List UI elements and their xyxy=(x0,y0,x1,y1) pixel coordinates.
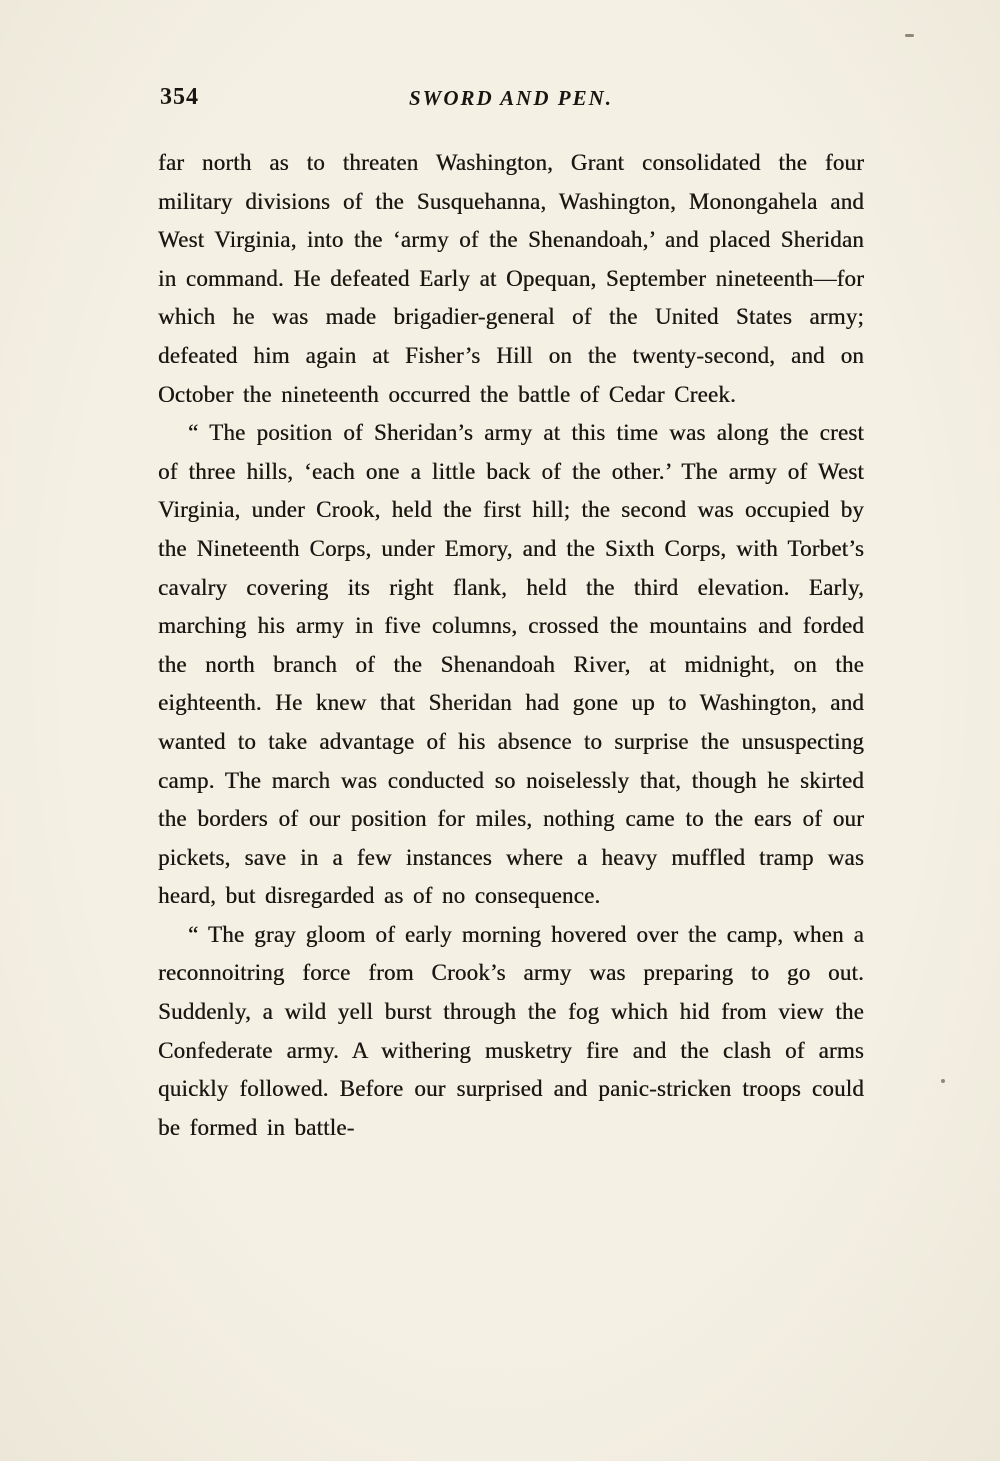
text-column xyxy=(158,82,864,1147)
page-number: 354 xyxy=(160,84,199,110)
paragraph: “ The gray gloom of early morning hovered over the camp, when a reconnoitring force from Crook’s army was preparing to go out. Suddenly, a wild yell burst through the fog which hid from view the Confederate army. A withering musketry fire and the clash of arms quickly followed. Before our surprised and panic-stricken troops could be formed in battle- xyxy=(158,921,864,1140)
paragraph: far north as to threaten Washington, Grant consolidated the four military divisions of the Susquehanna, Washington, Monongahela and West Virginia, into the ‘army of the Shenandoah,’ and placed Sheridan in command. He defeated Early at Opequan, September nineteenth—for which he was made brigadier-general of the United States army; defeated him again at Fisher’s Hill on the twenty-second, and on October the nineteenth occurred the battle of Cedar Creek. xyxy=(158,150,864,407)
running-title: SWORD AND PEN. xyxy=(409,86,613,110)
scan-artifact xyxy=(905,34,914,37)
page-header xyxy=(158,82,864,144)
page-body xyxy=(158,144,864,1147)
scan-artifact xyxy=(941,1079,945,1083)
paragraph: “ The position of Sheridan’s army at this time was along the crest of three hills, ‘each one a little back of the other.’ The army of West Virginia, under Crook, held the first hill; the second was occupied by the Nineteenth Corps, under Emory, and the Sixth Corps, with Torbet’s cavalry covering its right flank, held the third elevation. Early, marching his army in five columns, crossed the mountains and forded the north branch of the Shenandoah River, at midnight, on the eighteenth. He knew that Sheridan had gone up to Washington, and wanted to take advantage of his absence to surprise the unsuspecting camp. The march was conducted so noiselessly that, though he skirted the borders of our position for miles, nothing came to the ears of our pickets, save in a few instances where a heavy muffled tramp was heard, but disregarded as of no consequence. xyxy=(158,420,864,909)
